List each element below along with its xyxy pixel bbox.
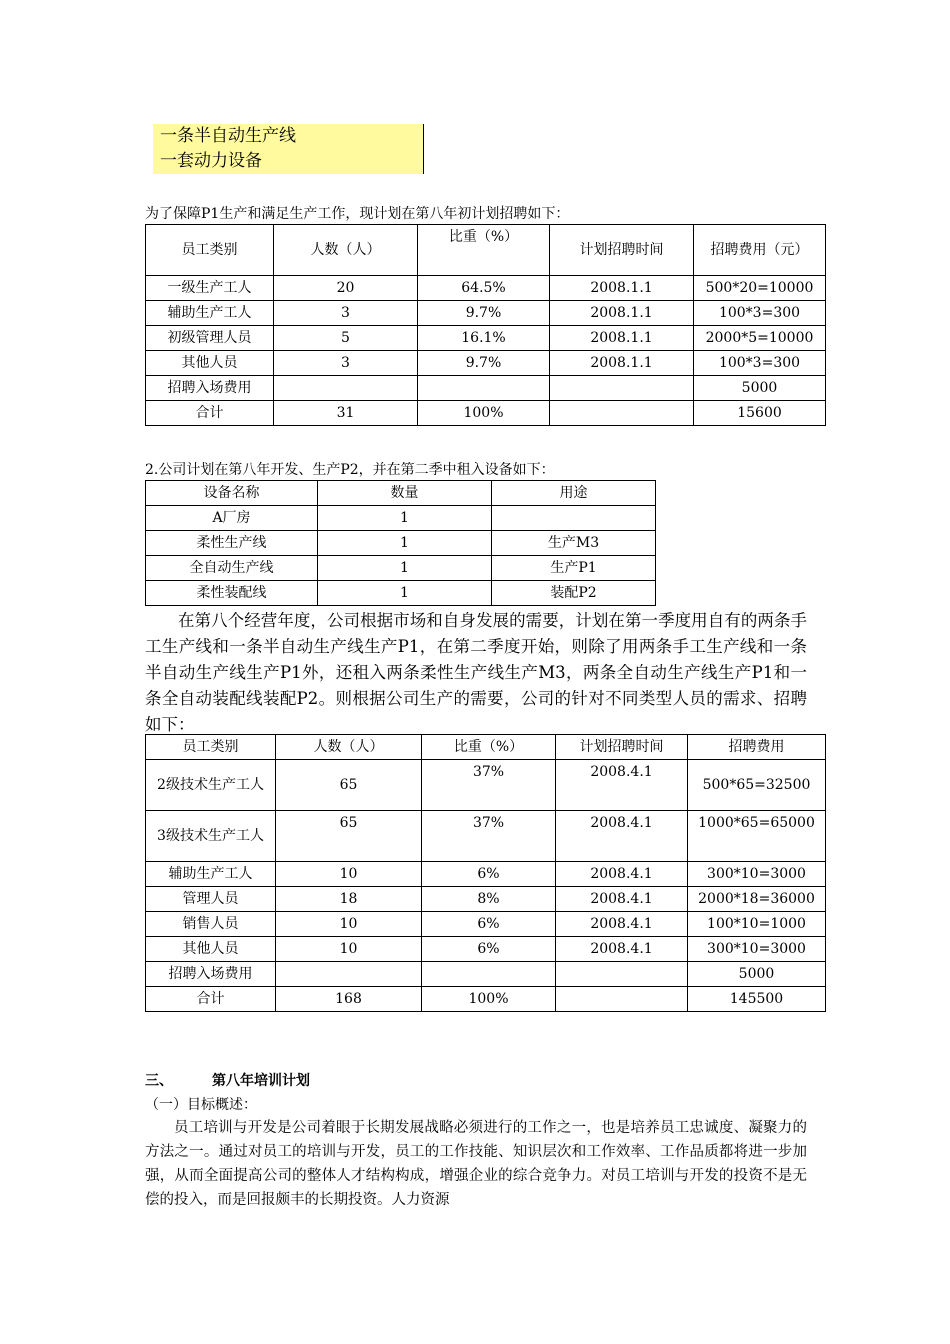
table-cell: 全自动生产线 bbox=[146, 556, 318, 581]
table-cell: A厂房 bbox=[146, 506, 318, 531]
table-cell: 1 bbox=[318, 581, 492, 606]
table-row bbox=[146, 401, 826, 426]
table-cell: 2008.1.1 bbox=[550, 301, 694, 326]
table-cell: 100*10=1000 bbox=[688, 912, 826, 937]
table-cell: 2008.1.1 bbox=[550, 351, 694, 376]
table-cell bbox=[550, 401, 694, 426]
table-cell: 500*65=32500 bbox=[688, 760, 826, 811]
table-cell: 3 bbox=[274, 351, 418, 376]
table-row bbox=[146, 912, 826, 937]
table-cell: 37% bbox=[422, 760, 556, 811]
table-cell: 16.1% bbox=[418, 326, 550, 351]
table-cell: 2008.4.1 bbox=[556, 811, 688, 862]
table-cell: 2008.4.1 bbox=[556, 912, 688, 937]
table-cell: 2008.1.1 bbox=[550, 276, 694, 301]
table-cell: 2008.4.1 bbox=[556, 937, 688, 962]
table-row bbox=[146, 531, 656, 556]
table-cell bbox=[492, 506, 656, 531]
table-cell: 2008.4.1 bbox=[556, 887, 688, 912]
table-cell: 15600 bbox=[694, 401, 826, 426]
table-cell: 2008.4.1 bbox=[556, 760, 688, 811]
table-cell: 10 bbox=[276, 912, 422, 937]
table-cell: 2级技术生产工人 bbox=[146, 760, 276, 811]
table-row bbox=[146, 937, 826, 962]
header-cell: 计划招聘时间 bbox=[556, 735, 688, 760]
highlight-line-1: 一条半自动生产线 bbox=[160, 126, 296, 146]
table-cell: 100% bbox=[422, 987, 556, 1012]
table-row bbox=[146, 326, 826, 351]
table-cell: 5000 bbox=[694, 376, 826, 401]
table-cell: 2000*18=36000 bbox=[688, 887, 826, 912]
table-cell: 5000 bbox=[688, 962, 826, 987]
highlight-box bbox=[153, 124, 424, 174]
table-row bbox=[146, 556, 656, 581]
table-cell: 100*3=300 bbox=[694, 301, 826, 326]
table-cell bbox=[550, 376, 694, 401]
section-number: 三、 bbox=[145, 1073, 173, 1089]
paragraph-training-goal: 员工培训与开发是公司着眼于长期发展战略必须进行的工作之一，也是培养员工忠诚度、凝聚力的方法之一。通过对员工的培训与开发，员工的工作技能、知识层次和工作效率、工作品质都将进一步加强，从而全面提高公司的整体人才结构构成，增强企业的综合竞争力。对员工培训与开发的投资不是无偿的投入，而是回报颇丰的长期投资。人力资源 bbox=[145, 1120, 807, 1208]
recruit-table-2 bbox=[145, 734, 826, 1012]
table-cell: 31 bbox=[274, 401, 418, 426]
equipment-table bbox=[145, 480, 656, 606]
table-cell: 6% bbox=[422, 937, 556, 962]
header-cell: 数量 bbox=[318, 481, 492, 506]
table-cell: 3级技术生产工人 bbox=[146, 811, 276, 862]
subsection-heading: （一）目标概述： bbox=[145, 1097, 257, 1113]
table-cell: 1000*65=65000 bbox=[688, 811, 826, 862]
table-cell: 装配P2 bbox=[492, 581, 656, 606]
table-cell: 9.7% bbox=[418, 301, 550, 326]
header-cell: 人数（人） bbox=[276, 735, 422, 760]
table-cell: 其他人员 bbox=[146, 937, 276, 962]
table-cell: 销售人员 bbox=[146, 912, 276, 937]
table-cell: 5 bbox=[274, 326, 418, 351]
table-row bbox=[146, 351, 826, 376]
table-cell: 168 bbox=[276, 987, 422, 1012]
table-cell: 6% bbox=[422, 862, 556, 887]
header-cell: 用途 bbox=[492, 481, 656, 506]
table-cell: 生产M3 bbox=[492, 531, 656, 556]
recruit-table-1 bbox=[145, 224, 826, 426]
table-cell: 2000*5=10000 bbox=[694, 326, 826, 351]
highlight-line-2: 一套动力设备 bbox=[160, 151, 262, 171]
header-cell: 比重（%） bbox=[422, 735, 556, 760]
header-cell: 员工类别 bbox=[146, 225, 274, 276]
table-cell: 65 bbox=[276, 760, 422, 811]
table-cell: 柔性生产线 bbox=[146, 531, 318, 556]
header-cell: 人数（人） bbox=[274, 225, 418, 276]
table-cell bbox=[274, 376, 418, 401]
table-header-row bbox=[146, 481, 656, 506]
table-cell: 招聘入场费用 bbox=[146, 962, 276, 987]
header-cell: 比重（%） bbox=[418, 225, 550, 276]
table-cell: 37% bbox=[422, 811, 556, 862]
table-cell: 1 bbox=[318, 556, 492, 581]
table-row bbox=[146, 811, 826, 862]
table-cell: 20 bbox=[274, 276, 418, 301]
table-cell: 1 bbox=[318, 506, 492, 531]
table-cell: 8% bbox=[422, 887, 556, 912]
table-cell: 招聘入场费用 bbox=[146, 376, 274, 401]
header-cell: 招聘费用（元） bbox=[694, 225, 826, 276]
table-row bbox=[146, 276, 826, 301]
table-cell bbox=[556, 962, 688, 987]
table-cell: 18 bbox=[276, 887, 422, 912]
table-cell: 2008.1.1 bbox=[550, 326, 694, 351]
header-cell: 招聘费用 bbox=[688, 735, 826, 760]
table-header-row bbox=[146, 735, 826, 760]
table-row bbox=[146, 506, 656, 531]
table-header-row bbox=[146, 225, 826, 276]
table-cell: 初级管理人员 bbox=[146, 326, 274, 351]
table-cell: 9.7% bbox=[418, 351, 550, 376]
table2-caption: 2.公司计划在第八年开发、生产P2，并在第二季中租入设备如下： bbox=[145, 462, 555, 478]
table-cell bbox=[276, 962, 422, 987]
table-cell: 合计 bbox=[146, 987, 276, 1012]
header-cell: 设备名称 bbox=[146, 481, 318, 506]
table-cell: 一级生产工人 bbox=[146, 276, 274, 301]
table-cell bbox=[418, 376, 550, 401]
table-cell bbox=[556, 987, 688, 1012]
table-row bbox=[146, 581, 656, 606]
table-cell: 100% bbox=[418, 401, 550, 426]
table-cell: 合计 bbox=[146, 401, 274, 426]
table-cell: 100*3=300 bbox=[694, 351, 826, 376]
table-row bbox=[146, 962, 826, 987]
table-row bbox=[146, 862, 826, 887]
table-cell: 管理人员 bbox=[146, 887, 276, 912]
table-cell: 10 bbox=[276, 862, 422, 887]
table-row bbox=[146, 376, 826, 401]
table-cell: 65 bbox=[276, 811, 422, 862]
table-cell: 10 bbox=[276, 937, 422, 962]
table-cell: 生产P1 bbox=[492, 556, 656, 581]
paragraph-production-plan: 在第八个经营年度，公司根据市场和自身发展的需要，计划在第一季度用自有的两条手工生产线和一条半自动生产线生产P1，在第二季度开始，则除了用两条手工生产线和一条半自动生产线生产P1外，还租入两条柔性生产线生产M3，两条全自动生产线生产P1和一条全自动装配线装配P2。则根据公司生产的需要，公司的针对不同类型人员的需求、招聘如下： bbox=[145, 611, 807, 734]
table-cell: 辅助生产工人 bbox=[146, 301, 274, 326]
table-cell: 1 bbox=[318, 531, 492, 556]
table-cell: 其他人员 bbox=[146, 351, 274, 376]
table-cell: 柔性装配线 bbox=[146, 581, 318, 606]
table-cell: 145500 bbox=[688, 987, 826, 1012]
table-row bbox=[146, 887, 826, 912]
table-cell: 辅助生产工人 bbox=[146, 862, 276, 887]
section-title: 第八年培训计划 bbox=[212, 1073, 310, 1089]
table-cell: 500*20=10000 bbox=[694, 276, 826, 301]
table-cell: 6% bbox=[422, 912, 556, 937]
table-row bbox=[146, 301, 826, 326]
table-cell: 3 bbox=[274, 301, 418, 326]
table-row bbox=[146, 987, 826, 1012]
table-cell: 300*10=3000 bbox=[688, 862, 826, 887]
table-cell: 300*10=3000 bbox=[688, 937, 826, 962]
table-cell bbox=[422, 962, 556, 987]
table-cell: 2008.4.1 bbox=[556, 862, 688, 887]
table1-caption: 为了保障P1生产和满足生产工作，现计划在第八年初计划招聘如下： bbox=[145, 206, 570, 222]
header-cell: 计划招聘时间 bbox=[550, 225, 694, 276]
table-row bbox=[146, 760, 826, 811]
table-cell: 64.5% bbox=[418, 276, 550, 301]
header-cell: 员工类别 bbox=[146, 735, 276, 760]
